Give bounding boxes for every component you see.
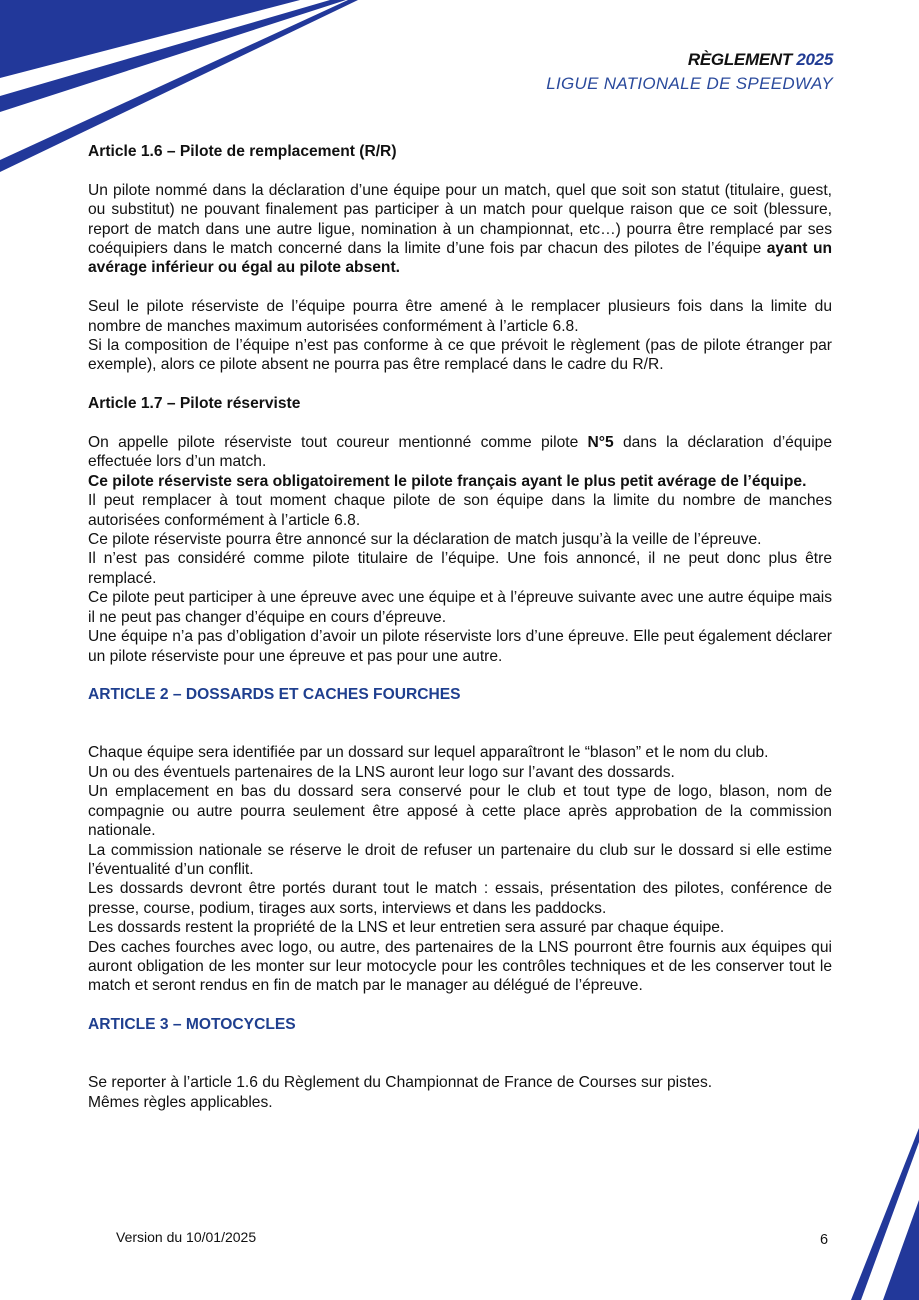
heading-article-2: ARTICLE 2 – DOSSARDS ET CACHES FOURCHES (88, 686, 461, 704)
paragraph: Chaque équipe sera identifiée par un dossard sur lequel apparaîtront le “blason” et le nom du club. (88, 744, 769, 762)
paragraph: Les dossards restent la propriété de la LNS et leur entretien sera assuré par chaque équipe. (88, 919, 725, 937)
footer-version: Version du 10/01/2025 (116, 1229, 257, 1245)
paragraph (88, 181, 832, 278)
paragraph (88, 472, 832, 491)
paragraph: Mêmes règles applicables. (88, 1093, 273, 1111)
header-title-text: RÈGLEMENT (687, 50, 792, 69)
header-title (546, 50, 833, 70)
text: dans la déclaration d’équipe effectuée lors d’un match. (88, 434, 832, 471)
bold-text: N°5 (587, 434, 614, 452)
paragraph: Il peut remplacer à tout moment chaque pilote de son équipe dans la limite du nombre de manches autorisées conformément à l’article 6.8. (88, 492, 832, 529)
text: Un pilote nommé dans la déclaration d’une équipe pour un match, quel que soit son statut (titulaire, guest, ou substitut) ne pouvant finalement pas participer à un match pour quelque raison que ce soit (blessure, report de match dans une autre ligue, nomination à un championnat, etc…) pourra être remplacé par ses coéquipiers dans le match concerné dans la limite d’une fois par chacun des pilotes de l’équipe (88, 181, 832, 258)
paragraph: Les dossards devront être portés durant tout le match : essais, présentation des pilotes, conférence de presse, course, podium, tirages aux sorts, interviews et dans les paddocks. (88, 880, 832, 917)
text: On appelle pilote réserviste tout coureur mentionné comme pilote (88, 434, 588, 452)
corner-decoration-bottom-right (839, 1120, 919, 1300)
heading-article-1-6: Article 1.6 – Pilote de remplacement (R/R) (88, 143, 397, 160)
heading-article-1-7: Article 1.7 – Pilote réserviste (88, 395, 301, 413)
paragraph: Ce pilote peut participer à une épreuve avec une équipe et à l’épreuve suivante avec une autre équipe mais il ne peut pas changer d’équipe en cours d’épreuve. (88, 589, 832, 626)
paragraph: Un ou des éventuels partenaires de la LNS auront leur logo sur l’avant des dossards. (88, 763, 675, 781)
paragraph (88, 433, 832, 472)
paragraph: Il n’est pas considéré comme pilote titulaire de l’équipe. Une fois annoncé, il ne peut donc plus être remplacé. (88, 550, 832, 587)
paragraph: Une équipe n’a pas d’obligation d’avoir un pilote réserviste lors d’une épreuve. Elle peut également déclarer un pilote réserviste pour une épreuve et pas pour une autre. (88, 628, 832, 665)
paragraph: Seul le pilote réserviste de l’équipe pourra être amené à le remplacer plusieurs fois dans la limite du nombre de manches maximum autorisées conformément à l’article 6.8. (88, 298, 832, 335)
document-body (88, 142, 832, 1112)
header-year: 2025 (796, 50, 833, 69)
bold-text: Ce pilote réserviste sera obligatoirement le pilote français ayant le plus petit avérage de l’équipe. (88, 472, 807, 490)
paragraph: Un emplacement en bas du dossard sera conservé pour le club et tout type de logo, blason, nom de compagnie ou autre pourra seulement être apposé à cette place après approbation de la commission nationale. (88, 783, 832, 840)
bold-text: ayant un avérage inférieur ou égal au pilote absent. (88, 240, 832, 277)
document-header (546, 50, 833, 94)
paragraph: Ce pilote réserviste pourra être annoncé sur la déclaration de match jusqu’à la veille de l’épreuve. (88, 531, 762, 549)
paragraph: La commission nationale se réserve le droit de refuser un partenaire du club sur le dossard si elle estime l’éventualité d’un conflit. (88, 841, 832, 878)
paragraph: Des caches fourches avec logo, ou autre, des partenaires de la LNS pourront être fournis aux équipes qui auront obligation de les monter sur leur motocycle pour les contrôles techniques et de les conserver tout le match et seront rendus en fin de match par le manager au délégué de l’épreuve. (88, 938, 832, 995)
page-number: 6 (820, 1232, 829, 1248)
paragraph: Si la composition de l’équipe n’est pas conforme à ce que prévoit le règlement (pas de pilote étranger par exemple), alors ce pilote absent ne pourra pas être remplacé dans le cadre du R/R. (88, 337, 832, 374)
header-subtitle: LIGUE NATIONALE DE SPEEDWAY (546, 74, 833, 93)
heading-article-3: ARTICLE 3 – MOTOCYCLES (88, 1016, 296, 1034)
paragraph: Se reporter à l’article 1.6 du Règlement du Championnat de France de Courses sur pistes. (88, 1074, 713, 1092)
